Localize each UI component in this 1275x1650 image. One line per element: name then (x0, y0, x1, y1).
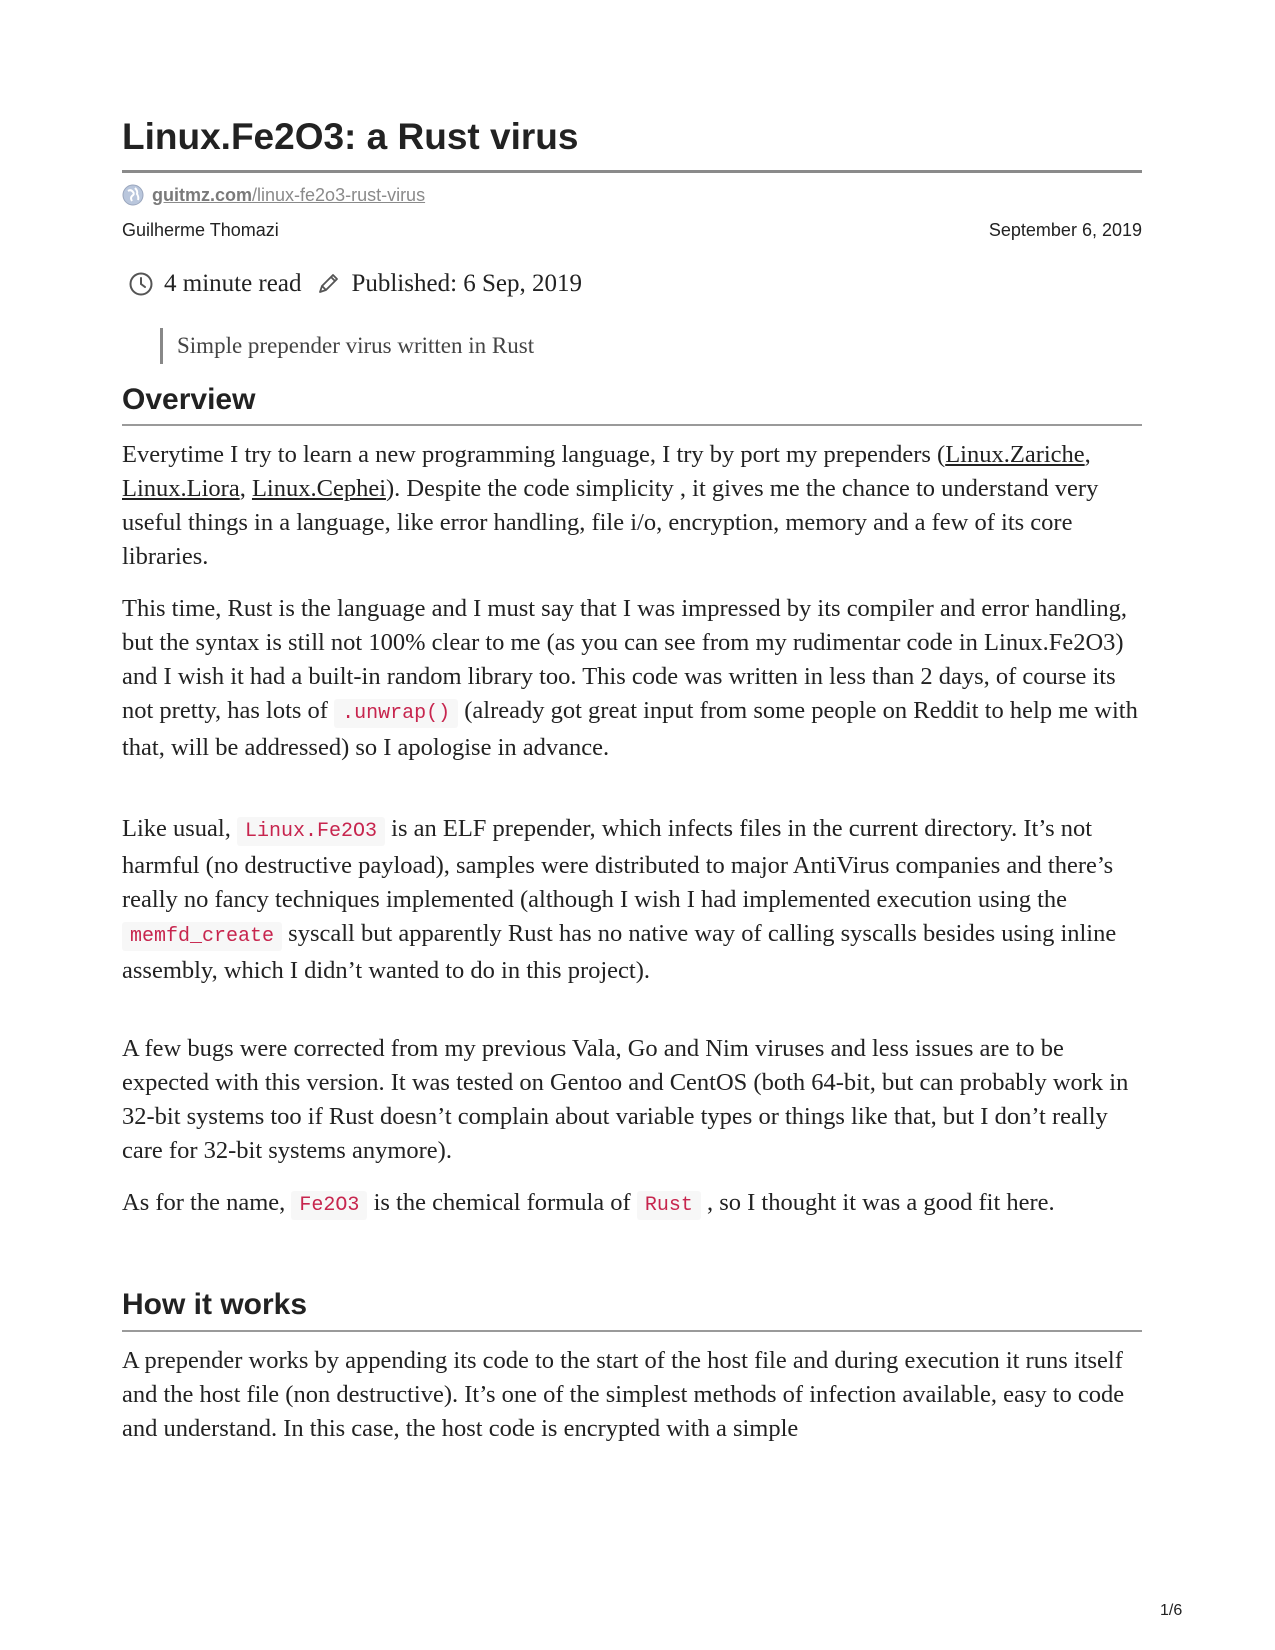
article-meta (128, 270, 582, 298)
author-name: Guilherme Thomazi (122, 220, 279, 240)
overview-paragraph-1 (122, 438, 1142, 574)
text-span: syscall but apparently Rust has no native way of calling syscalls besides using inline assembly, which I didn’t wanted to do in this project). (122, 920, 1117, 984)
code-fe2o3: Fe2O3 (291, 1191, 367, 1220)
how-it-works-paragraph-1: A prepender works by appending its code to the start of the host file and during execution it runs itself and the host file (non destructive). It’s one of the simplest methods of infection available, easy to code and understand. In this case, the host code is encrypted with a simple (122, 1347, 1125, 1442)
text-span: is an ELF prepender, which infects files in the current directory. It’s not harmful (no destructive payload), samples were distributed to major AntiVirus companies and there’s really no fancy techniques implemented (although I wish I had implemented execution using the (122, 815, 1114, 913)
overview-heading: Overview (122, 383, 256, 416)
link-linux-cephei[interactable]: Linux.Cephei (251, 475, 386, 502)
text-span: , (239, 475, 252, 502)
source-domain: guitmz.com (152, 184, 253, 205)
link-linux-liora[interactable]: Linux.Liora (122, 475, 240, 502)
code-linux-fe2o3: Linux.Fe2O3 (237, 817, 385, 846)
code-memfd-create: memfd_create (122, 922, 282, 951)
code-unwrap: .unwrap() (334, 699, 458, 728)
published-label: Published: 6 Sep, 2019 (351, 270, 583, 297)
text-span: As for the name, (122, 1189, 292, 1216)
publish-date: September 6, 2019 (988, 220, 1142, 240)
text-span: , (1084, 441, 1091, 468)
page-number: 1/6 (1160, 1602, 1183, 1619)
text-span: is the chemical formula of (367, 1189, 637, 1216)
how-it-works-heading: How it works (122, 1288, 308, 1321)
overview-paragraph-4: A few bugs were corrected from my previous Vala, Go and Nim viruses and less issues are to be expected with this version. It was tested on Gentoo and CentOS (both 64-bit, but can probably work in 32-bit systems too if Rust doesn’t complain about variable types or things like that, but I don’t really care for 32-bit systems anymore). (122, 1035, 1129, 1164)
article-title: Linux.Fe2O3: a Rust virus (122, 116, 579, 157)
overview-divider (122, 424, 1142, 426)
globe-icon (122, 184, 144, 206)
source-link-row (122, 182, 425, 208)
text-span: Everytime I try to learn a new programming language, I try by port my prependers ( (122, 441, 946, 468)
read-time: 4 minute read (164, 270, 302, 297)
text-span: (already got great input from some people on Reddit to help me with that, will be addressed) so I apologise in advance. (122, 697, 1138, 761)
summary-quote: Simple prepender virus written in Rust (160, 328, 534, 364)
overview-paragraph-5 (122, 1186, 1142, 1223)
code-rust: Rust (637, 1191, 701, 1220)
overview-paragraph-2 (122, 592, 1142, 765)
text-span: This time, Rust is the language and I must say that I was impressed by its compiler and error handling, but the syntax is still not 100% clear to me (as you can see from my rudimentar code in Linux.Fe2O3) and I wish it had a built-in random library too. This code was written in less than 2 days, of course its not pretty, has lots of (122, 595, 1127, 724)
pencil-icon (315, 271, 341, 297)
overview-paragraph-3 (122, 812, 1142, 988)
clock-icon (128, 271, 154, 297)
text-span: ). Despite the code simplicity , it gives me the chance to understand very useful things in a language, like error handling, file i/o, encryption, memory and a few of its core libraries. (122, 475, 1099, 570)
text-span: Like usual, (122, 815, 237, 842)
link-linux-zariche[interactable]: Linux.Zariche (945, 441, 1085, 468)
title-divider (122, 170, 1142, 173)
how-it-works-divider (122, 1330, 1142, 1332)
source-path: /linux-fe2o3-rust-virus (252, 184, 426, 205)
text-span: , so I thought it was a good fit here. (700, 1189, 1055, 1216)
source-link[interactable] (152, 185, 425, 206)
